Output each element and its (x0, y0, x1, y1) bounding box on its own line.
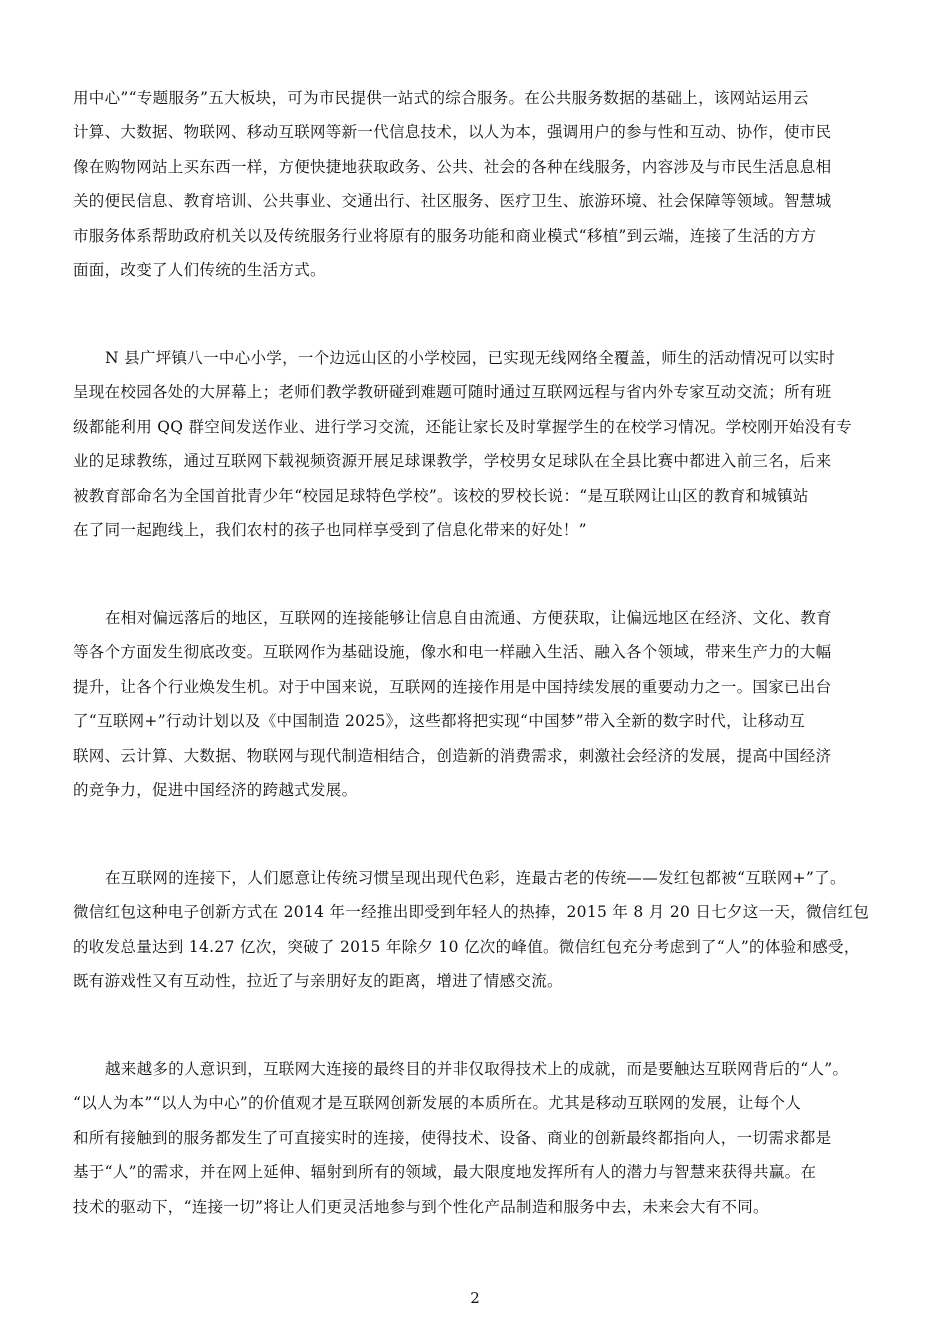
text-line: 联网、云计算、大数据、物联网与现代制造相结合，创造新的消费需求，刺激社会经济的发展，提高中国经济 (73, 747, 832, 765)
text-line: 级都能利用 QQ 群空间发送作业、进行学习交流，还能让家长及时掌握学生的在校学习情况。学校刚开始没有专 (73, 418, 853, 436)
page-number: 2 (470, 1289, 480, 1307)
text-line: 在了同一起跑线上，我们农村的孩子也同样享受到了信息化带来的好处！” (73, 521, 587, 539)
text-line: 和所有接触到的服务都发生了可直接实时的连接，使得技术、设备、商业的创新最终都指向人，一切需求都是 (73, 1129, 832, 1147)
text-line: 呈现在校园各处的大屏幕上；老师们教学教研碰到难题可随时通过互联网远程与省内外专家互动交流；所有班 (73, 383, 832, 401)
text-line: 市服务体系帮助政府机关以及传统服务行业将原有的服务功能和商业模式“移植”到云端，连接了生活的方方 (73, 227, 817, 245)
text-line: 在互联网的连接下，人们愿意让传统习惯呈现出现代色彩，连最古老的传统——发红包都被“互联网+”了。 (105, 869, 846, 887)
text-line: 计算、大数据、物联网、移动互联网等新一代信息技术，以人为本，强调用户的参与性和互动、协作，使市民 (73, 123, 832, 141)
text-line: 的竞争力，促进中国经济的跨越式发展。 (73, 781, 358, 799)
text-line: 业的足球教练，通过互联网下载视频资源开展足球课教学，学校男女足球队在全县比赛中都进入前三名，后来 (73, 452, 832, 470)
text-line: 基于“人”的需求，并在网上延伸、辐射到所有的领域，最大限度地发挥所有人的潜力与智慧来获得共赢。在 (73, 1163, 817, 1181)
text-line: “以人为本”“以人为中心”的价值观才是互联网创新发展的本质所在。尤其是移动互联网的发展，让每个人 (73, 1094, 802, 1112)
text-line: 提升，让各个行业焕发生机。对于中国来说，互联网的连接作用是中国持续发展的重要动力之一。国家已出台 (73, 678, 832, 696)
text-line: 关的便民信息、教育培训、公共事业、交通出行、社区服务、医疗卫生、旅游环境、社会保障等领域。智慧城 (73, 192, 832, 210)
text-line: 面面，改变了人们传统的生活方式。 (73, 261, 326, 279)
text-line: 微信红包这种电子创新方式在 2014 年一经推出即受到年轻人的热捧，2015 年 8 月 20 日七夕这一天，微信红包 (73, 903, 870, 921)
text-line: 的收发总量达到 14.27 亿次，突破了 2015 年除夕 10 亿次的峰值。微信红包充分考虑到了“人”的体验和感受， (73, 938, 860, 956)
text-line: 越来越多的人意识到，互联网大连接的最终目的并非仅取得技术上的成就，而是要触达互联网背后的“人”。 (105, 1060, 849, 1078)
text-line: N 县广坪镇八一中心小学，一个边远山区的小学校园，已实现无线网络全覆盖，师生的活动情况可以实时 (105, 349, 836, 367)
text-line: 技术的驱动下，“连接一切”将让人们更灵活地参与到个性化产品制造和服务中去，未来会大有不同。 (73, 1198, 769, 1216)
text-line: 被教育部命名为全国首批青少年“校园足球特色学校”。该校的罗校长说：“是互联网让山区的教育和城镇站 (73, 487, 809, 505)
text-line: 用中心”“专题服务”五大板块，可为市民提供一站式的综合服务。在公共服务数据的基础上，该网站运用云 (73, 89, 809, 107)
text-line: 在相对偏远落后的地区，互联网的连接能够让信息自由流通、方便获取，让偏远地区在经济、文化、教育 (105, 609, 832, 627)
text-line: 既有游戏性又有互动性，拉近了与亲朋好友的距离，增进了情感交流。 (73, 972, 563, 990)
text-line: 等各个方面发生彻底改变。互联网作为基础设施，像水和电一样融入生活、融入各个领域，带来生产力的大幅 (73, 643, 832, 661)
text-line: 像在购物网站上买东西一样，方便快捷地获取政务、公共、社会的各种在线服务，内容涉及与市民生活息息相 (73, 158, 832, 176)
text-line: 了“互联网+”行动计划以及《中国制造 2025》，这些都将把实现“中国梦”带入全新的数字时代，让移动互 (73, 712, 806, 730)
